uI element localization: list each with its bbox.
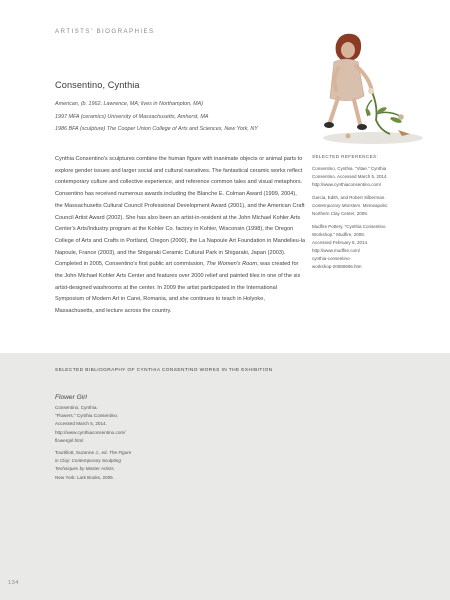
- reference-link[interactable]: http://www.cynthiaconsentino.com/: [312, 182, 382, 187]
- entry-link[interactable]: flowergirl.html: [55, 437, 84, 443]
- artist-bfa: 1986 BFA (sculpture) The Cooper Union College of Arts and Sciences, New York, NY: [55, 126, 258, 132]
- reference-line: [312, 202, 412, 210]
- reference-link[interactable]: http://www.mudfire.com/: [312, 248, 361, 253]
- bibliography-entry: [55, 449, 165, 482]
- entry-book-title: Techniques by Master Artists.: [55, 466, 115, 472]
- entry-author: Tourtillott, Suzanne J., ed.: [55, 450, 108, 456]
- reference-line: Mudfire Pottery. "Cynthia Consentino: [312, 224, 386, 229]
- bibliography-title: SELECTED BIBLIOGRAPHY OF CYNTHIA CONSENTINO WORKS IN THE EXHIBITION: [55, 368, 273, 373]
- biography-artwork-title: The Women's Room: [206, 261, 258, 268]
- entry-book-title: in Clay: Contemporary Sculpting: [55, 458, 121, 464]
- entry-line: Accessed March 5, 2014.: [55, 421, 107, 427]
- reference-item: [312, 194, 412, 218]
- bibliography-entry: [55, 404, 165, 445]
- references-title: SELECTED REFERENCES:: [312, 154, 379, 159]
- reference-item: [312, 165, 412, 189]
- artist-birth: American, (b. 1962, Lawrence, MA; lives in Northampton, MA): [55, 101, 204, 107]
- selected-references: [312, 154, 412, 276]
- reference-link[interactable]: cynthia-consentino-: [312, 256, 352, 261]
- artist-name: Consentino, Cynthia: [55, 80, 140, 90]
- reference-book-title: Contemporary Monsters: [312, 203, 361, 208]
- work-title: Flower Girl: [55, 394, 87, 401]
- section-label: ARTISTS' BIOGRAPHIES: [55, 28, 155, 35]
- entry-line: "Flowers." Cynthia Consentino.: [55, 413, 119, 419]
- reference-line: Garcia, Edith, and Robert Silberman.: [312, 195, 386, 200]
- reference-line: Workshop." Mudfire, 2008.: [312, 232, 366, 237]
- reference-line: Accessed February 5, 2014.: [312, 240, 369, 245]
- bibliography-entries: [55, 404, 165, 486]
- page-number: 134: [8, 580, 19, 586]
- artist-facts: [55, 98, 325, 136]
- entry-book-title: The Figure: [109, 450, 132, 456]
- reference-publisher: . Minneapolis:: [360, 203, 389, 208]
- reference-item: [312, 223, 412, 271]
- biography-text-2: , was created for the John Michael Kohler Arts Center and features over 2000 relief and painted tiles in one of the six artist-designed washrooms at the center. In 2009 the artist participated in the International Symposium of Modern Art in Carei, Romania, and she continues to teach in Holyoke, Massachusetts, and lecture across the country.: [55, 261, 301, 315]
- entry-line: [55, 449, 165, 457]
- reference-line: Consentino, Cynthia. "Vitae." Cynthia: [312, 166, 387, 171]
- biography-text-1: Cynthia Consentino's sculptures combine the human figure with inanimate objects or animal parts to explore gender issues and larger social and cultural narratives. The fantastical ceramic works reflect contemporary culture and collective experience, and reference common tales and visual metaphors. Consentino has received numerous awards including the Blanche E. Colman Award (1999, 2004), the Massachusetts Cultural Council Professional Development Award (2001), and the American Craft Council Artist Award (2002). She has also been an artist-in-resident at the John Michael Kohler Arts Center's Arts/Industry program at the Kohler Co. factory in Kohler, Wisconsin (1998), the Oregon College of Arts and Crafts in Portland, Oregon (2000), the La Napoule Art Foundation in Mandelieu-la Napoule, France (2003), and the Shigaraki Ceramic Cultural Park in Shigaraki, Japan (2003). Completed in 2005, Consentino's first public art commission,: [55, 156, 306, 268]
- reference-line: Northern Clay Center, 2009.: [312, 211, 369, 216]
- artist-mfa: 1997 MFA (ceramics) University of Massachusetts, Amherst, MA: [55, 113, 209, 120]
- entry-link[interactable]: http://www.cynthiaconsentino.com/: [55, 429, 126, 435]
- reference-link[interactable]: workshop-20080606.htm: [312, 264, 362, 269]
- biography: [55, 154, 305, 318]
- entry-publisher: New York: Lark Books, 2005.: [55, 474, 114, 480]
- biography-paragraph: [55, 154, 305, 318]
- entry-line: Consentino, Cynthia.: [55, 405, 98, 410]
- reference-line: Consentino. Accessed March 5, 2014.: [312, 174, 388, 179]
